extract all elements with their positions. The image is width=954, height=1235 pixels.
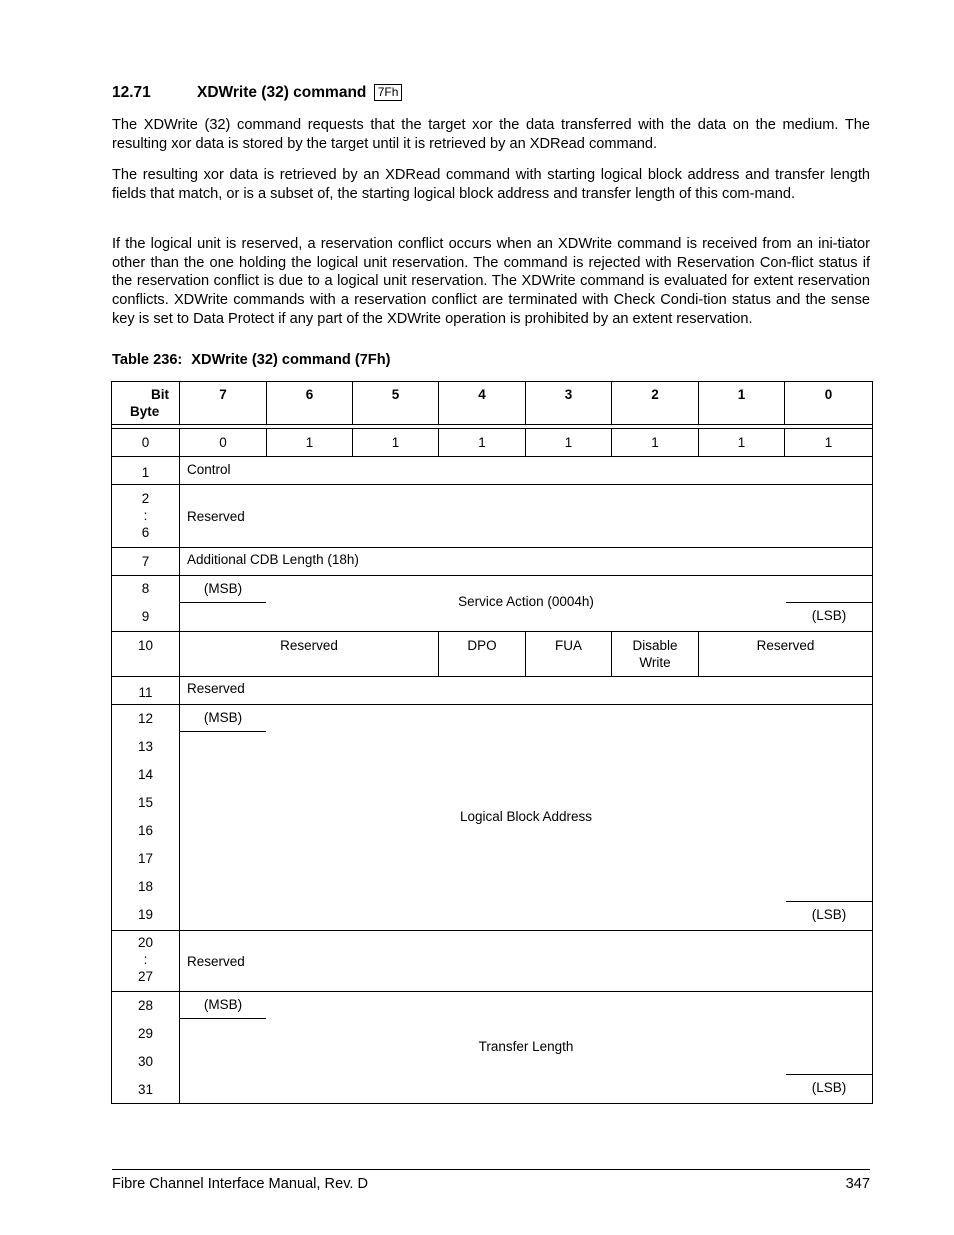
byte-range-end: 27 — [137, 969, 154, 984]
bit-5-header: 5 — [353, 382, 439, 425]
fua-bit: FUA — [526, 632, 612, 677]
bit-6-header: 6 — [267, 382, 353, 425]
lsb-marker: (LSB) — [786, 602, 872, 631]
footer-rule — [112, 1169, 870, 1170]
byte-number: 9 — [141, 609, 150, 624]
page-number: 347 — [845, 1176, 870, 1192]
table-row-byte-11 — [112, 677, 873, 705]
msb-marker: (MSB) — [180, 576, 266, 603]
bit-1-header: 1 — [699, 382, 785, 425]
table-row-byte-10 — [112, 632, 873, 677]
cdb-table — [111, 381, 873, 1104]
table-row-bytes-2-6 — [112, 485, 873, 548]
byte-number: 17 — [137, 851, 154, 866]
byte-number: 15 — [137, 795, 154, 810]
byte-number: 10 — [112, 632, 180, 677]
paragraph-2: The resulting xor data is retrieved by an XDRead command with starting logical block address and transfer length fields that match, or is a subset of, the starting logical block address and transfer length of this com-mand. — [112, 167, 870, 202]
byte-range-colon: : — [143, 508, 148, 523]
reserved-bits-1-0: Reserved — [699, 632, 873, 677]
paragraph-3: If the logical unit is reserved, a reservation conflict occurs when an XDWrite command is received from an ini-tiator other than the one holding the logical unit reservation. The command is rejected with Reservation Con-flict status if the reservation conflict is due to a logical unit reservation. The XDWrite command is evaluated for extent reservation conflicts. XDWrite commands with a reservation conflict are terminated with Check Condi-tion status and the sense key is set to Data Protect if any part of the XDWrite operation is prohibited by an extent reservation. — [112, 236, 870, 327]
byte-number: 7 — [112, 548, 180, 576]
opcode-bit-4: 1 — [439, 429, 526, 457]
logical-block-address-field — [180, 705, 873, 931]
transfer-length-label: Transfer Length — [478, 1039, 574, 1054]
byte-range — [112, 485, 180, 548]
paragraph-1: The XDWrite (32) command requests that the target xor the data transferred with the data on the medium. The resulting xor data is stored by the target until it is retrieved by an XDRead command. — [112, 117, 870, 152]
bit-label: Bit — [151, 387, 169, 402]
byte-number: 11 — [112, 677, 180, 705]
opcode-bit-6: 1 — [267, 429, 353, 457]
reserved-field: Reserved — [180, 931, 873, 992]
disable-write-line-2: Write — [639, 655, 671, 670]
section-title: XDWrite (32) command — [197, 84, 367, 101]
opcode-bit-5: 1 — [353, 429, 439, 457]
byte-number: 16 — [137, 823, 154, 838]
table-row-bytes-8-9 — [112, 576, 873, 632]
byte-range — [112, 931, 180, 992]
bit-4-header: 4 — [439, 382, 526, 425]
lsb-marker: (LSB) — [786, 901, 872, 930]
table-caption-title: XDWrite (32) command (7Fh) — [191, 352, 391, 368]
byte-number: 12 — [137, 711, 154, 726]
service-action-field — [180, 576, 873, 632]
byte-number: 31 — [137, 1082, 154, 1097]
service-action-label: Service Action (0004h) — [458, 594, 594, 609]
opcode-bit-7: 0 — [180, 429, 267, 457]
bit-3-header: 3 — [526, 382, 612, 425]
table-row-bytes-28-31 — [112, 992, 873, 1104]
byte-range — [112, 992, 180, 1104]
byte-range — [112, 705, 180, 931]
table-header-row — [112, 382, 873, 425]
transfer-length-field — [180, 992, 873, 1104]
table-row-bytes-20-27 — [112, 931, 873, 992]
byte-number: 8 — [141, 581, 150, 596]
opcode-bit-3: 1 — [526, 429, 612, 457]
lsb-marker: (LSB) — [786, 1074, 872, 1103]
disable-write-bit — [612, 632, 699, 677]
byte-number: 18 — [137, 879, 154, 894]
bit-7-header: 7 — [180, 382, 267, 425]
bit-0-header: 0 — [785, 382, 873, 425]
disable-write-line-1: Disable — [632, 638, 678, 653]
byte-number: 1 — [112, 457, 180, 485]
table-caption — [112, 352, 391, 368]
byte-range-start: 2 — [141, 491, 150, 506]
opcode-bit-2: 1 — [612, 429, 699, 457]
footer-title: Fibre Channel Interface Manual, Rev. D — [112, 1176, 369, 1192]
opcode-box: 7Fh — [374, 84, 403, 101]
additional-cdb-length-field: Additional CDB Length (18h) — [180, 548, 873, 576]
reserved-field: Reserved — [180, 677, 873, 705]
table-row-byte-1 — [112, 457, 873, 485]
table-caption-number: Table 236: — [112, 352, 183, 368]
byte-number: 19 — [137, 907, 154, 922]
reserved-bits-7-5: Reserved — [180, 632, 439, 677]
table-row-byte-7 — [112, 548, 873, 576]
byte-number: 13 — [137, 739, 154, 754]
byte-number: 30 — [137, 1054, 154, 1069]
control-field: Control — [180, 457, 873, 485]
table-row-byte-0 — [112, 429, 873, 457]
byte-label: Byte — [130, 404, 160, 419]
byte-number: 29 — [137, 1026, 154, 1041]
byte-range-end: 6 — [141, 525, 150, 540]
table-row-bytes-12-19 — [112, 705, 873, 931]
bit-2-header: 2 — [612, 382, 699, 425]
section-number: 12.71 — [112, 84, 151, 101]
bit-byte-header — [112, 382, 180, 425]
byte-range-colon: : — [143, 952, 148, 967]
msb-marker: (MSB) — [180, 705, 266, 732]
byte-number: 14 — [137, 767, 154, 782]
reserved-field: Reserved — [180, 485, 873, 548]
section-heading — [112, 84, 402, 102]
dpo-bit: DPO — [439, 632, 526, 677]
opcode-bit-1: 1 — [699, 429, 785, 457]
byte-number: 0 — [112, 429, 180, 457]
opcode-bit-0: 1 — [785, 429, 873, 457]
byte-number: 28 — [137, 998, 154, 1013]
byte-range-start: 20 — [137, 935, 154, 950]
msb-marker: (MSB) — [180, 992, 266, 1019]
byte-range — [112, 576, 180, 632]
logical-block-address-label: Logical Block Address — [459, 809, 593, 824]
